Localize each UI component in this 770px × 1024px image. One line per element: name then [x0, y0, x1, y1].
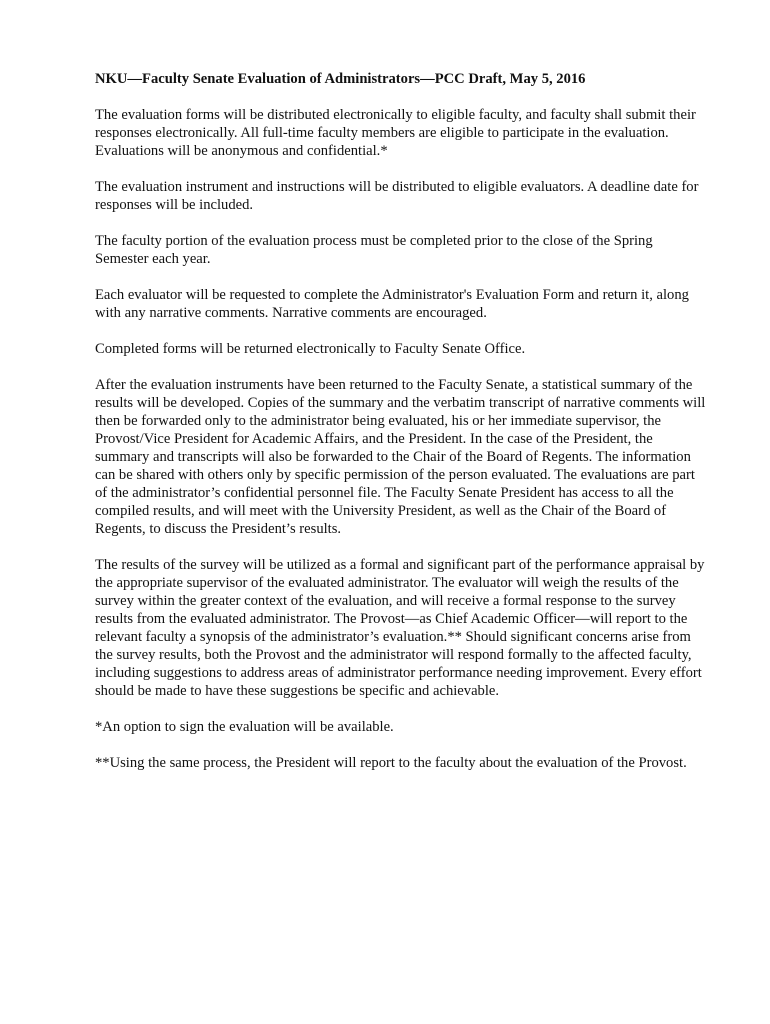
paragraph-results-usage: The results of the survey will be utilized as a formal and significant part of the performance appraisal by the appropriate supervisor of the evaluated administrator. The evaluator will weigh the results of the survey within the greater context of the evaluation, and will receive a formal response to the survey results from the evaluated administrator. The Provost—as Chief Academic Officer—will report to the relevant faculty a synopsis of the administrator’s evaluation.** Should significant concerns arise from the survey results, both the Provost and the administrator will respond formally to the affected faculty, including suggestions to address areas of administrator performance needing improvement. Every effort should be made to have these suggestions be specific and achievable.	[95, 557, 705, 699]
footnote-sign-option: *An option to sign the evaluation will be available.	[95, 719, 394, 735]
footnote-provost-evaluation: **Using the same process, the President will report to the faculty about the evaluation of the Provost.	[95, 755, 687, 771]
paragraph-timing: The faculty portion of the evaluation process must be completed prior to the close of the Spring Semester each year.	[95, 233, 653, 267]
paragraph-distribution: The evaluation forms will be distributed electronically to eligible faculty, and faculty shall submit their responses electronically. All full-time faculty members are eligible to participate in the evaluation. Evaluations will be anonymous and confidential.*	[95, 107, 696, 159]
paragraph-summary: After the evaluation instruments have been returned to the Faculty Senate, a statistical summary of the results will be developed. Copies of the summary and the verbatim transcript of narrative comments will then be forwarded only to the administrator being evaluated, his or her immediate supervisor, the Provost/Vice President for Academic Affairs, and the President. In the case of the President, the summary and transcripts will also be forwarded to the Chair of the Board of Regents. The information can be shared with others only by specific permission of the person evaluated. The evaluations are part of the administrator’s confidential personnel file. The Faculty Senate President has access to all the compiled results, and will meet with the University President, as well as the Chair of the Board of Regents, to discuss the President’s results.	[95, 377, 706, 537]
paragraph-return: Completed forms will be returned electronically to Faculty Senate Office.	[95, 341, 526, 357]
document-page	[95, 70, 707, 790]
paragraph-instrument: The evaluation instrument and instructions will be distributed to eligible evaluators. A deadline date for responses will be included.	[95, 179, 699, 213]
document-title: NKU—Faculty Senate Evaluation of Administrators—PCC Draft, May 5, 2016	[95, 71, 586, 87]
paragraph-evaluator-form: Each evaluator will be requested to complete the Administrator's Evaluation Form and return it, along with any narrative comments. Narrative comments are encouraged.	[95, 287, 689, 321]
